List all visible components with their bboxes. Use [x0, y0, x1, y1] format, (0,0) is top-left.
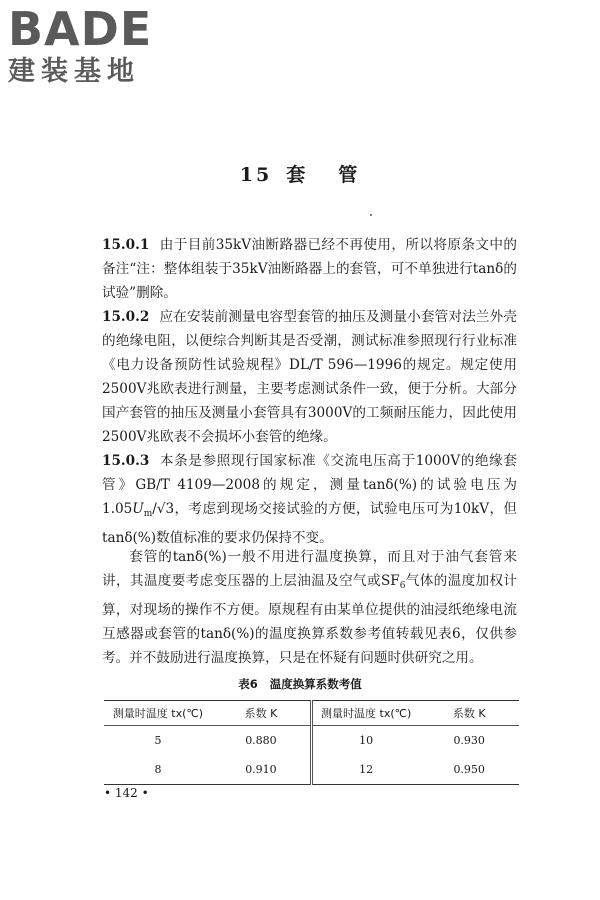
- clause-number: 15.0.1: [102, 237, 150, 253]
- cell-k: 0.950: [453, 763, 485, 776]
- header-temp: 测量时温度 tx(℃): [104, 701, 212, 726]
- table-caption-label: 表6: [238, 677, 258, 691]
- cell-temp: 5: [154, 734, 162, 747]
- cell-temp: 8: [154, 763, 162, 776]
- cell-temp: 12: [359, 763, 374, 776]
- clause-number: 15.0.2: [102, 309, 150, 325]
- table-row: [104, 755, 519, 785]
- temperature-table: [104, 700, 519, 785]
- table-caption: [0, 676, 600, 692]
- clause-text-continued: /√3，考虑到现场交接试验的方便，试验电压可为10kV，但tanδ(%)数值标准的要求仍保持不变。: [102, 501, 517, 546]
- header-temp: 测量时温度 tx(℃): [311, 701, 419, 726]
- chapter-title-char2: 管: [338, 164, 361, 186]
- gas-subscript: 6: [399, 581, 406, 591]
- clause-15-0-1: [102, 233, 517, 305]
- clause-text: 本条是参照现行国家标准《交流电压高于1000V的绝缘套管》GB/T 4109—2008的规定，测量tanδ(%)的试验电压为1.05: [102, 453, 517, 517]
- table-row: [104, 726, 519, 756]
- header-k: 系数 K: [212, 701, 312, 726]
- cell-k: 0.930: [453, 734, 485, 747]
- page-number: • 142 •: [104, 786, 149, 800]
- clause-text: 应在安装前测量电容型套管的抽压及测量小套管对法兰外壳的绝缘电阻，以便综合判断其是否受潮，测试标准参照现行行业标准《电力设备预防性试验规程》DL/T 596—1996的规定。规定使用2500V兆欧表进行测量，主要考虑测试条件一致，便于分析。大部分国产套管的抽压及测量小套管具有3000V的工频耐压能力，因此使用2500V兆欧表不会损坏小套管的绝缘。: [102, 309, 517, 445]
- table-header-row: [104, 701, 519, 726]
- logo-subtitle: 建装基地: [8, 56, 140, 87]
- header-k: 系数 K: [419, 701, 519, 726]
- chapter-title: [0, 160, 600, 187]
- paragraph-text: 套管的tanδ(%)一般不用进行温度换算，而且对于油气套管来讲，其温度要考虑变压器的上层油温及空气或SF: [102, 549, 517, 589]
- clause-15-0-3: [102, 449, 517, 550]
- clause-15-0-2: [102, 305, 517, 449]
- explanation-paragraph: [102, 545, 517, 670]
- paragraph-text-continued: 气体的温度加权计算，对现场的操作不方便。原规程有由某单位提供的油浸纸绝缘电流互感器或套管的tanδ(%)的温度换算系数参考值转载见表6，仅供参考。并不鼓励进行温度换算，只是在怀疑有问题时供研究之用。: [102, 573, 517, 666]
- clause-text: 由于目前35kV油断路器已经不再使用，所以将原条文中的备注“注：整体组装于35kV油断路器上的套管，可不单独进行tanδ的试验”删除。: [102, 237, 517, 301]
- voltage-subscript: m: [143, 509, 153, 519]
- voltage-symbol: U: [132, 501, 144, 517]
- cell-k: 0.910: [212, 755, 312, 785]
- logo-brand: BADE: [8, 2, 153, 56]
- cell-k: 0.880: [212, 726, 312, 756]
- decorative-dot: [370, 214, 372, 216]
- table-caption-title: 温度换算系数考值: [269, 677, 362, 691]
- cell-temp: 10: [359, 734, 374, 747]
- logo: [8, 4, 152, 88]
- chapter-title-char1: 套: [286, 164, 309, 186]
- clause-number: 15.0.3: [102, 453, 150, 469]
- chapter-number: 15: [239, 164, 273, 186]
